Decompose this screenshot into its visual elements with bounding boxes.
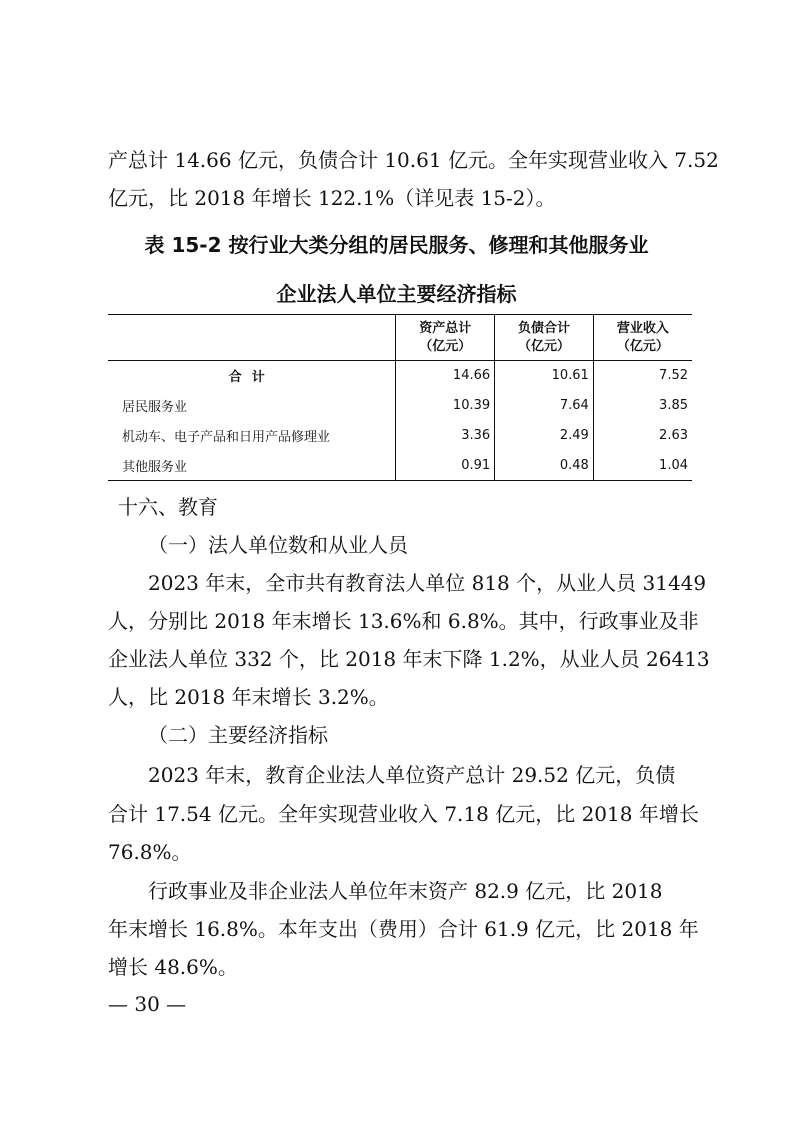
column-header [396,315,495,361]
row-label: 合计 [228,370,275,386]
row-label: 机动车、电子产品和日用产品修理业 [122,430,331,445]
intro-line: 亿元，比 2018 年增长 122.1%（详见表 15-2）。 [108,186,556,210]
table-row [108,391,692,421]
cell-value: 10.39 [396,391,495,421]
paragraph-line: 76.8%。 [108,840,192,864]
column-header-unit: （亿元） [616,338,669,354]
subsection-heading: （一）法人单位数和从业人员 [148,533,408,557]
table-row [108,421,692,451]
paragraph-line: 人，分别比 2018 年末增长 13.6%和 6.8%。其中，行政事业及非 [108,609,699,633]
table-row [108,361,692,391]
cell-value: 0.91 [396,451,495,481]
column-header-name: 营业收入 [616,320,669,336]
paragraph-line: 人，比 2018 年末增长 3.2%。 [108,685,389,709]
intro-line: 产总计 14.66 亿元，负债合计 10.61 亿元。全年实现营业收入 7.52 [108,148,719,172]
column-header-name: 资产总计 [419,320,472,336]
statistics-table [108,314,692,481]
table-header-blank [108,315,396,361]
cell-value: 10.61 [495,361,594,391]
column-header [495,315,594,361]
cell-value: 0.48 [495,451,594,481]
cell-value: 2.49 [495,421,594,451]
table-title: 表 15-2 按行业大类分组的居民服务、修理和其他服务业 [144,233,649,257]
paragraph-line: 增长 48.6%。 [108,955,238,979]
cell-value: 3.85 [593,391,692,421]
cell-value: 14.66 [396,361,495,391]
paragraph-line: 2023 年末，全市共有教育法人单位 818 个，从业人员 31449 [148,571,707,595]
column-header-unit: （亿元） [419,338,472,354]
cell-value: 7.64 [495,391,594,421]
row-label: 居民服务业 [122,400,188,415]
table-header-row [108,315,692,361]
cell-value: 1.04 [593,451,692,481]
paragraph-line: 年末增长 16.8%。本年支出（费用）合计 61.9 亿元，比 2018 年 [108,917,699,941]
paragraph-line: 合计 17.54 亿元。全年实现营业收入 7.18 亿元，比 2018 年增长 [108,802,699,826]
column-header [593,315,692,361]
page-number: — 30 — [108,992,187,1016]
paragraph-line: 行政事业及非企业法人单位年末资产 82.9 亿元，比 2018 [148,879,663,903]
cell-value: 3.36 [396,421,495,451]
column-header-name: 负债合计 [517,320,570,336]
cell-value: 2.63 [593,421,692,451]
cell-value: 7.52 [593,361,692,391]
row-label: 其他服务业 [108,451,396,481]
table-subtitle: 企业法人单位主要经济指标 [276,282,517,306]
subsection-heading: （二）主要经济指标 [148,723,328,747]
section-heading: 十六、教育 [118,495,218,519]
paragraph-line: 企业法人单位 332 个，比 2018 年末下降 1.2%，从业人员 26413 [108,647,710,671]
paragraph-line: 2023 年末，教育企业法人单位资产总计 29.52 亿元，负债 [148,763,676,787]
table-row [108,451,692,481]
column-header-unit: （亿元） [517,338,570,354]
